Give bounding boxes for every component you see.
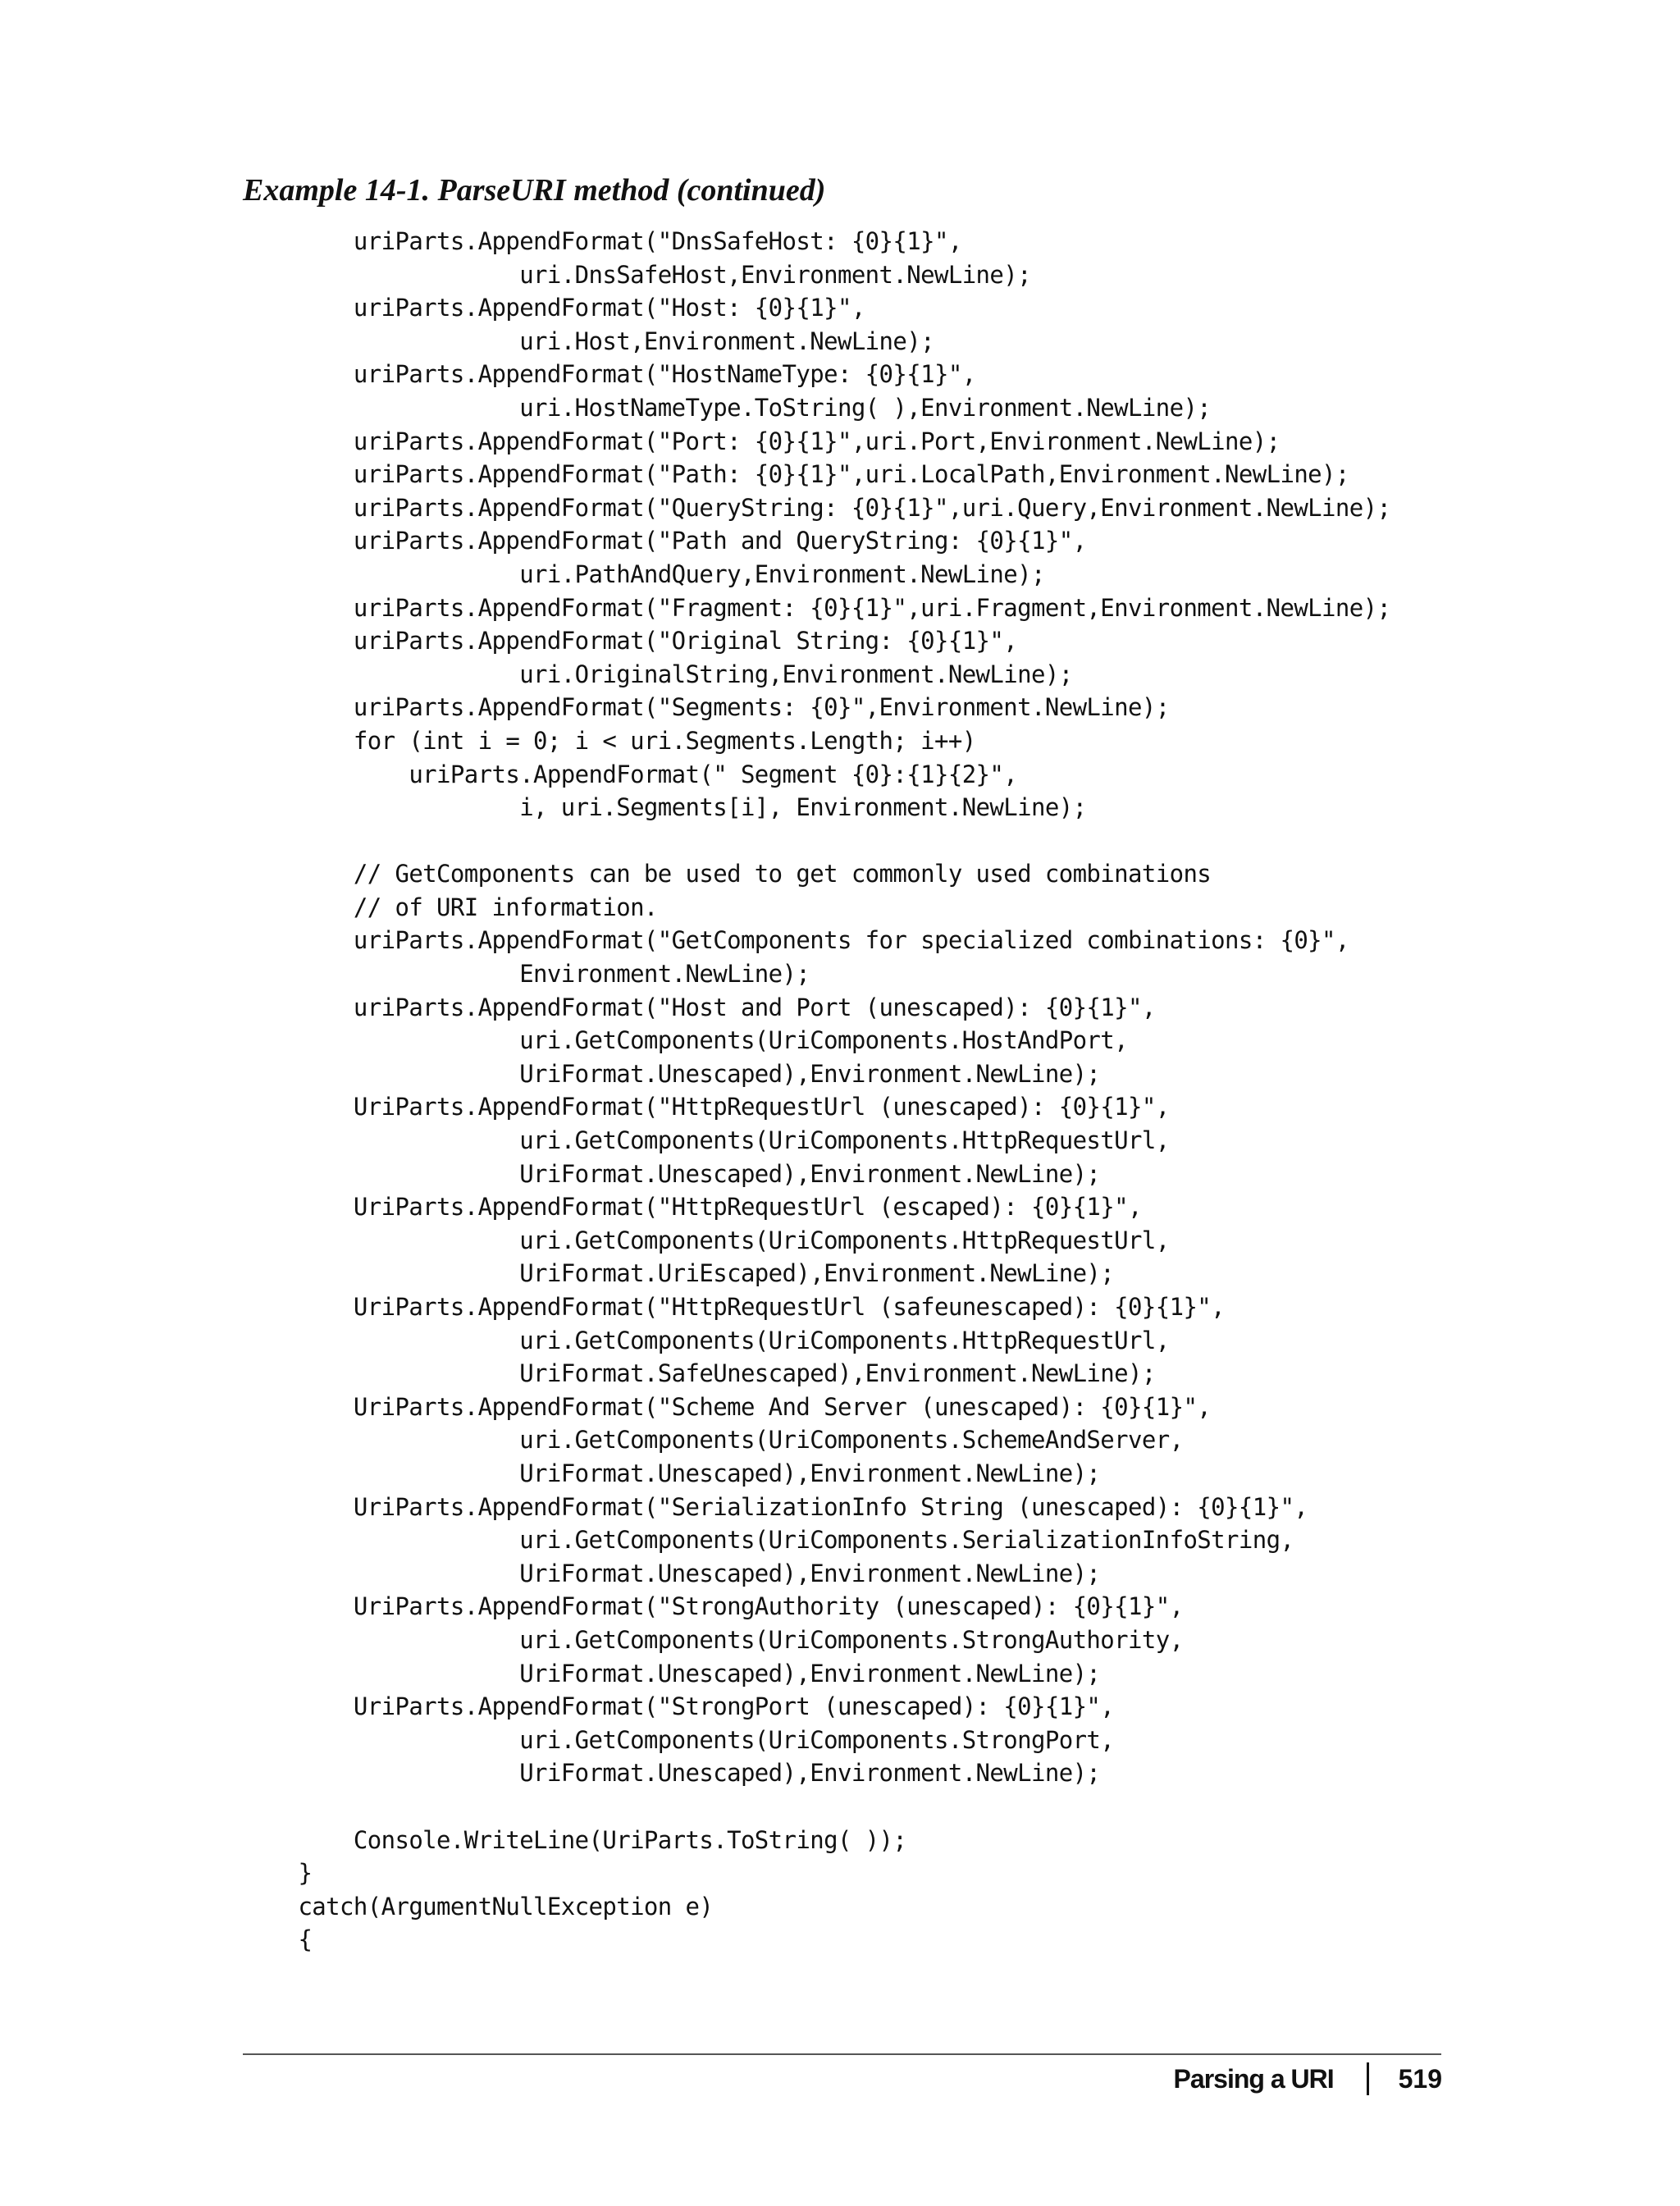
code-line: UriFormat.Unescaped),Environment.NewLine); xyxy=(243,1559,1101,1587)
code-line: uri.GetComponents(UriComponents.HttpRequestUrl, xyxy=(243,1226,1170,1254)
code-line: uri.GetComponents(UriComponents.SchemeAndServer, xyxy=(243,1426,1184,1455)
code-line: uriParts.AppendFormat("Original String: {0}{1}", xyxy=(243,627,1018,655)
code-line: uriParts.AppendFormat("Fragment: {0}{1}",uri.Fragment,Environment.NewLine); xyxy=(243,593,1391,622)
code-line: UriFormat.Unescaped),Environment.NewLine); xyxy=(243,1159,1101,1188)
code-line: UriFormat.Unescaped),Environment.NewLine); xyxy=(243,1059,1101,1088)
code-line: uriParts.AppendFormat("Segments: {0}",Environment.NewLine); xyxy=(243,693,1170,722)
code-line: uriParts.AppendFormat("GetComponents for specialized combinations: {0}", xyxy=(243,926,1349,955)
code-line: // of URI information. xyxy=(243,893,658,921)
code-listing xyxy=(243,225,1390,1957)
code-line: uri.GetComponents(UriComponents.StrongAuthority, xyxy=(243,1625,1184,1654)
code-line: UriFormat.Unescaped),Environment.NewLine); xyxy=(243,1759,1101,1788)
code-line: UriFormat.SafeUnescaped),Environment.NewLine); xyxy=(243,1359,1156,1388)
code-line: uri.Host,Environment.NewLine); xyxy=(243,327,934,355)
code-line xyxy=(243,824,1390,858)
code-line: uriParts.AppendFormat("Port: {0}{1}",uri.Port,Environment.NewLine); xyxy=(243,427,1281,455)
footer-divider xyxy=(243,2053,1441,2055)
code-line: Environment.NewLine); xyxy=(243,960,810,989)
code-line: uriParts.AppendFormat("Path and QueryString: {0}{1}", xyxy=(243,527,1087,555)
code-line: uri.HostNameType.ToString( ),Environment.NewLine); xyxy=(243,393,1212,422)
code-line: uri.DnsSafeHost,Environment.NewLine); xyxy=(243,260,1031,289)
code-line: uriParts.AppendFormat(" Segment {0}:{1}{2}", xyxy=(243,760,1018,788)
code-line: uri.GetComponents(UriComponents.HttpRequestUrl, xyxy=(243,1126,1170,1155)
code-line: } xyxy=(243,1859,313,1888)
code-line: uriParts.AppendFormat("HostNameType: {0}{1}", xyxy=(243,360,976,389)
code-line: uri.GetComponents(UriComponents.HttpRequestUrl, xyxy=(243,1326,1170,1354)
code-line: UriFormat.UriEscaped),Environment.NewLine); xyxy=(243,1259,1115,1288)
code-line: uri.GetComponents(UriComponents.SerializationInfoString, xyxy=(243,1526,1294,1555)
code-line: UriParts.AppendFormat("HttpRequestUrl (safeunescaped): {0}{1}", xyxy=(243,1293,1226,1321)
code-line: uriParts.AppendFormat("QueryString: {0}{1}",uri.Query,Environment.NewLine); xyxy=(243,493,1391,522)
code-line: UriParts.AppendFormat("Scheme And Server (unescaped): {0}{1}", xyxy=(243,1392,1212,1421)
code-line: UriParts.AppendFormat("SerializationInfo String (unescaped): {0}{1}", xyxy=(243,1492,1308,1521)
code-line: UriFormat.Unescaped),Environment.NewLine); xyxy=(243,1459,1101,1487)
example-caption: Example 14-1. ParseURI method (continued) xyxy=(243,173,826,208)
code-line: UriParts.AppendFormat("HttpRequestUrl (escaped): {0}{1}", xyxy=(243,1193,1142,1222)
code-line: { xyxy=(243,1925,313,1954)
footer-section-title: Parsing a URI xyxy=(1173,2064,1334,2094)
code-line: catch(ArgumentNullException e) xyxy=(243,1892,714,1921)
code-line: UriParts.AppendFormat("StrongAuthority (unescaped): {0}{1}", xyxy=(243,1592,1184,1621)
code-line: uri.GetComponents(UriComponents.StrongPort, xyxy=(243,1725,1115,1754)
code-line: uriParts.AppendFormat("Host and Port (unescaped): {0}{1}", xyxy=(243,993,1156,1021)
code-line: i, uri.Segments[i], Environment.NewLine); xyxy=(243,793,1087,822)
footer-separator xyxy=(1367,2062,1369,2095)
code-line: uriParts.AppendFormat("Path: {0}{1}",uri.LocalPath,Environment.NewLine); xyxy=(243,460,1349,489)
code-line: uri.PathAndQuery,Environment.NewLine); xyxy=(243,559,1045,588)
code-line: uriParts.AppendFormat("Host: {0}{1}", xyxy=(243,294,865,322)
code-line xyxy=(243,1790,1390,1824)
code-line: UriFormat.Unescaped),Environment.NewLine); xyxy=(243,1659,1101,1688)
code-line: uri.OriginalString,Environment.NewLine); xyxy=(243,660,1073,688)
code-line: UriParts.AppendFormat("StrongPort (unescaped): {0}{1}", xyxy=(243,1692,1115,1721)
code-line: for (int i = 0; i < uri.Segments.Length; i++) xyxy=(243,726,976,755)
page-number: 519 xyxy=(1398,2064,1442,2094)
page-footer xyxy=(1174,2061,1442,2097)
code-line: UriParts.AppendFormat("HttpRequestUrl (unescaped): {0}{1}", xyxy=(243,1093,1170,1121)
code-line: Console.WriteLine(UriParts.ToString( )); xyxy=(243,1825,907,1854)
code-line: uriParts.AppendFormat("DnsSafeHost: {0}{1}", xyxy=(243,227,962,255)
code-line: uri.GetComponents(UriComponents.HostAndPort, xyxy=(243,1026,1129,1055)
code-line: // GetComponents can be used to get commonly used combinations xyxy=(243,860,1212,888)
